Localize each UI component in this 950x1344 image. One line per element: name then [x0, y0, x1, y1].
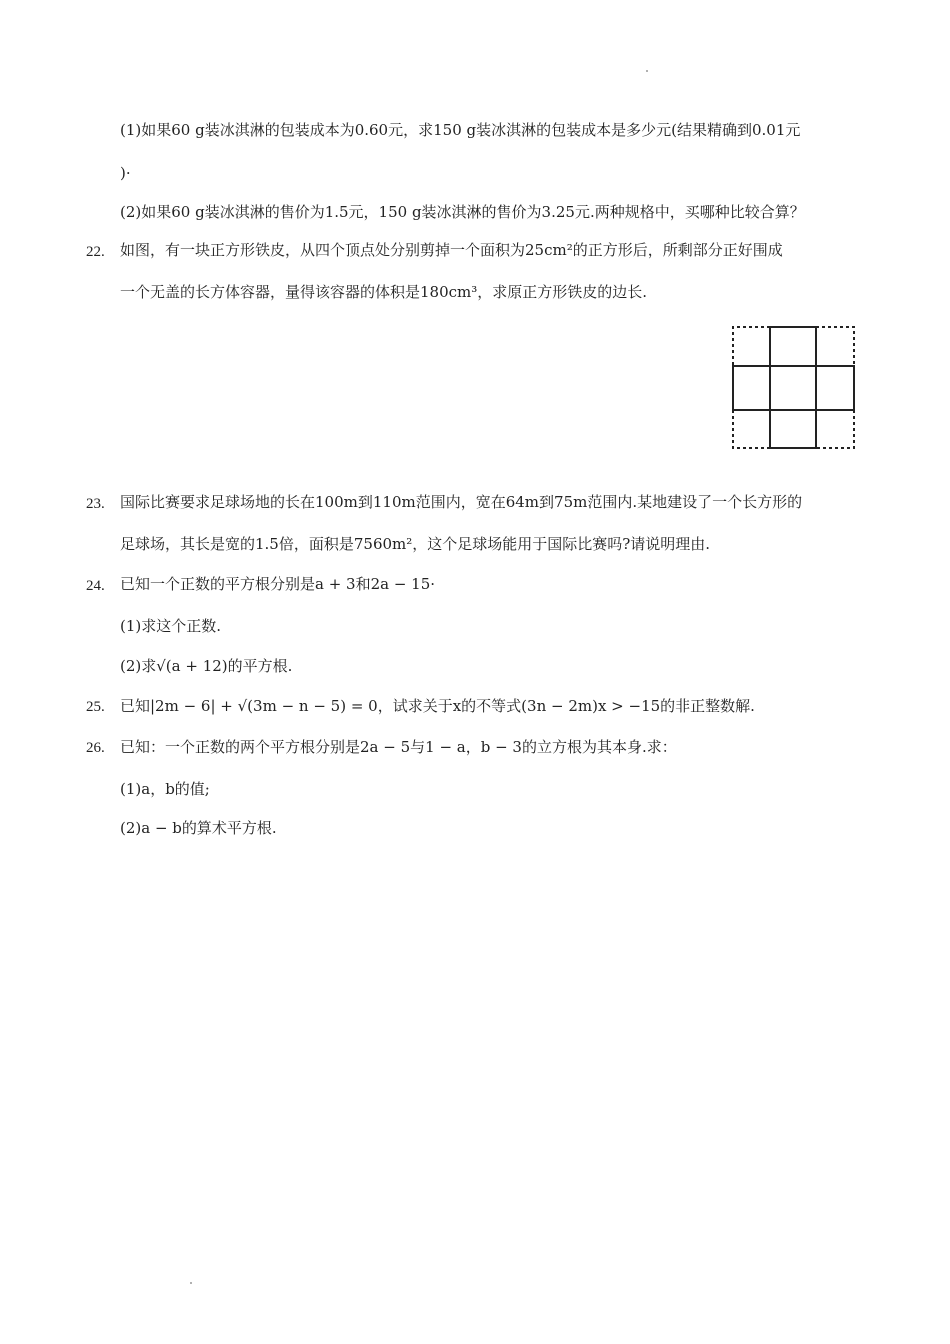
q25-number: 25. — [86, 699, 105, 715]
q21-part1-line2: )· — [120, 164, 131, 182]
q25-line1: 已知|2m − 6| + √(3m − n − 5) = 0，试求关于x的不等式(3n − 2m)x > −15的非正整数解. — [120, 697, 755, 715]
q24-number: 24. — [86, 578, 105, 594]
q26-part2: (2)a − b的算术平方根. — [120, 819, 277, 837]
page-mark-bottom — [190, 1282, 192, 1284]
q22-line2: 一个无盖的长方体容器，量得该容器的体积是180cm³，求原正方形铁皮的边长. — [120, 283, 648, 301]
corner-bottom-left — [733, 410, 770, 448]
iron-sheet-figure — [728, 322, 858, 452]
q23-line2: 足球场，其长是宽的1.5倍，面积是7560m²，这个足球场能用于国际比赛吗?请说明理由. — [120, 535, 711, 553]
q23-line1: 国际比赛要求足球场地的长在100m到110m范围内，宽在64m到75m范围内.某地建设了一个长方形的 — [120, 493, 803, 511]
q24-part2: (2)求√(a + 12)的平方根. — [120, 657, 293, 675]
q24-part1: (1)求这个正数. — [120, 617, 222, 635]
q21-part1-line1: (1)如果60 g装冰淇淋的包装成本为0.60元，求150 g装冰淇淋的包装成本是多少元(结果精确到0.01元 — [120, 121, 801, 139]
corner-top-left — [733, 327, 770, 366]
corner-bottom-right — [816, 410, 854, 448]
page-mark-top — [646, 70, 648, 72]
q23-number: 23. — [86, 496, 105, 512]
corner-top-right — [816, 327, 854, 366]
cross-outline — [733, 327, 854, 448]
q22-line1: 如图，有一块正方形铁皮，从四个顶点处分别剪掉一个面积为25cm²的正方形后，所剩部分正好围成 — [120, 241, 783, 259]
q21-part2: (2)如果60 g装冰淇淋的售价为1.5元，150 g装冰淇淋的售价为3.25元.两种规格中，买哪种比较合算？ — [120, 203, 805, 221]
q24-line1: 已知一个正数的平方根分别是a + 3和2a − 15· — [120, 575, 436, 593]
q22-number: 22. — [86, 244, 105, 260]
q26-part1: (1)a，b的值; — [120, 780, 210, 798]
q26-number: 26. — [86, 740, 105, 756]
q26-line1: 已知：一个正数的两个平方根分别是2a − 5与1 − a，b − 3的立方根为其本身.求： — [120, 738, 677, 756]
